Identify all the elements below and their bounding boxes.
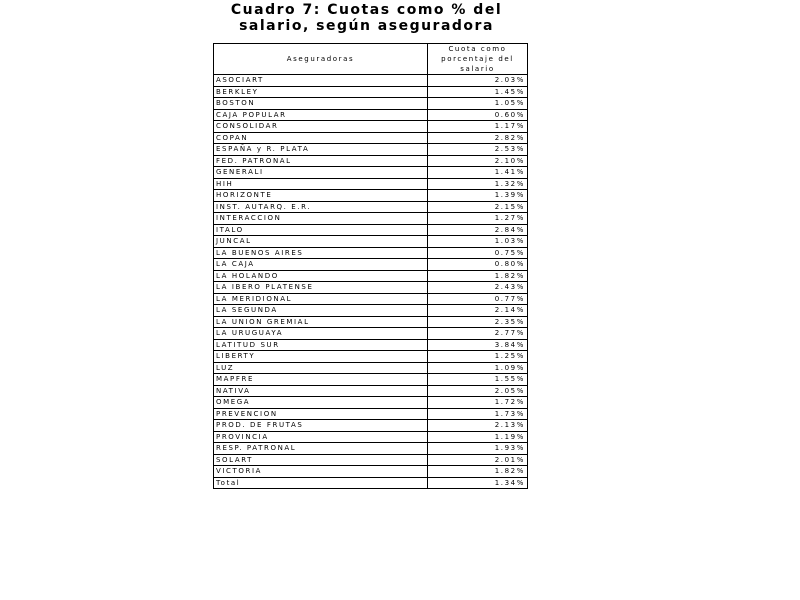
quota-value: 1.32%: [428, 178, 528, 190]
title-line-2: salario, según aseguradora: [239, 18, 494, 34]
insurer-name: CAJA POPULAR: [214, 109, 428, 121]
table-row: [214, 270, 528, 282]
table-row: [214, 328, 528, 340]
insurer-name: HORIZONTE: [214, 190, 428, 202]
insurer-name: LA UNION GREMIAL: [214, 316, 428, 328]
quota-value: 2.53%: [428, 144, 528, 156]
table-row: [214, 259, 528, 271]
insurer-name: MAPFRE: [214, 374, 428, 386]
table-body: [214, 75, 528, 489]
insurer-name: COPAN: [214, 132, 428, 144]
insurer-name: GENERALI: [214, 167, 428, 179]
insurer-name: BOSTON: [214, 98, 428, 110]
quota-value: 1.41%: [428, 167, 528, 179]
insurer-name: OMEGA: [214, 397, 428, 409]
quota-value: 1.93%: [428, 443, 528, 455]
quota-value: 1.17%: [428, 121, 528, 133]
quotas-table: [213, 43, 528, 489]
quota-value: 1.73%: [428, 408, 528, 420]
table-row: [214, 282, 528, 294]
quota-value: 0.60%: [428, 109, 528, 121]
insurer-name: INST. AUTARQ. E.R.: [214, 201, 428, 213]
table-row: [214, 190, 528, 202]
table-row: [214, 178, 528, 190]
insurer-name: SOLART: [214, 454, 428, 466]
header-insurer: Aseguradoras: [214, 44, 428, 75]
insurer-name: LA CAJA: [214, 259, 428, 271]
table-row: [214, 75, 528, 87]
table-row: [214, 431, 528, 443]
insurer-name: PROD. DE FRUTAS: [214, 420, 428, 432]
quota-value: 1.34%: [428, 477, 528, 489]
table-row: [214, 397, 528, 409]
quota-value: 1.82%: [428, 466, 528, 478]
quota-value: 0.77%: [428, 293, 528, 305]
table-row: [214, 351, 528, 363]
quota-value: 0.80%: [428, 259, 528, 271]
insurer-name: ESPAÑA y R. PLATA: [214, 144, 428, 156]
insurer-name: Total: [214, 477, 428, 489]
insurer-name: LA HOLANDO: [214, 270, 428, 282]
header-quota: Cuota como porcentaje del salario: [428, 44, 528, 75]
table-row: [214, 213, 528, 225]
insurer-name: LIBERTY: [214, 351, 428, 363]
table-row: [214, 477, 528, 489]
quota-value: 2.77%: [428, 328, 528, 340]
table-row: [214, 420, 528, 432]
table-row: [214, 293, 528, 305]
insurer-name: LA IBERO PLATENSE: [214, 282, 428, 294]
quota-value: 1.82%: [428, 270, 528, 282]
quota-value: 1.19%: [428, 431, 528, 443]
table-row: [214, 109, 528, 121]
insurer-name: CONSOLIDAR: [214, 121, 428, 133]
insurer-name: RESP. PATRONAL: [214, 443, 428, 455]
quota-value: 2.15%: [428, 201, 528, 213]
quota-value: 2.84%: [428, 224, 528, 236]
quota-value: 2.10%: [428, 155, 528, 167]
table-row: [214, 362, 528, 374]
insurer-name: LA SEGUNDA: [214, 305, 428, 317]
table-row: [214, 339, 528, 351]
insurer-name: LA MERIDIONAL: [214, 293, 428, 305]
quota-value: 1.09%: [428, 362, 528, 374]
table-row: [214, 144, 528, 156]
insurer-name: BERKLEY: [214, 86, 428, 98]
quota-value: 2.14%: [428, 305, 528, 317]
insurer-name: VICTORIA: [214, 466, 428, 478]
table-row: [214, 167, 528, 179]
quota-value: 1.72%: [428, 397, 528, 409]
insurer-name: LUZ: [214, 362, 428, 374]
quota-value: 1.03%: [428, 236, 528, 248]
quota-value: 1.39%: [428, 190, 528, 202]
quota-value: 1.05%: [428, 98, 528, 110]
quota-value: 2.01%: [428, 454, 528, 466]
table-row: [214, 224, 528, 236]
insurer-name: INTERACCION: [214, 213, 428, 225]
insurer-name: PROVINCIA: [214, 431, 428, 443]
insurer-name: PREVENCION: [214, 408, 428, 420]
table-row: [214, 132, 528, 144]
insurer-name: ITALO: [214, 224, 428, 236]
table-row: [214, 316, 528, 328]
quota-value: 1.55%: [428, 374, 528, 386]
table-row: [214, 155, 528, 167]
table-row: [214, 454, 528, 466]
table-row: [214, 408, 528, 420]
quota-value: 2.43%: [428, 282, 528, 294]
quota-value: 1.25%: [428, 351, 528, 363]
table-row: [214, 247, 528, 259]
table-row: [214, 86, 528, 98]
quota-value: 2.03%: [428, 75, 528, 87]
table-row: [214, 443, 528, 455]
table-row: [214, 121, 528, 133]
table-row: [214, 466, 528, 478]
quota-value: 2.13%: [428, 420, 528, 432]
table-row: [214, 374, 528, 386]
quota-value: 3.84%: [428, 339, 528, 351]
quota-value: 2.82%: [428, 132, 528, 144]
table-row: [214, 201, 528, 213]
table-row: [214, 385, 528, 397]
table-row: [214, 305, 528, 317]
table-row: [214, 236, 528, 248]
quota-value: 2.35%: [428, 316, 528, 328]
quota-value: 0.75%: [428, 247, 528, 259]
table-row: [214, 98, 528, 110]
insurer-name: LA URUGUAYA: [214, 328, 428, 340]
insurer-name: LA BUENOS AIRES: [214, 247, 428, 259]
quota-value: 1.45%: [428, 86, 528, 98]
insurer-name: FED. PATRONAL: [214, 155, 428, 167]
insurer-name: LATITUD SUR: [214, 339, 428, 351]
title-line-1: Cuadro 7: Cuotas como % del: [230, 2, 503, 18]
quota-value: 1.27%: [428, 213, 528, 225]
header-row: [214, 44, 528, 75]
table-title: [200, 2, 533, 34]
insurer-name: ASOCIART: [214, 75, 428, 87]
insurer-name: NATIVA: [214, 385, 428, 397]
quota-value: 2.05%: [428, 385, 528, 397]
insurer-name: HIH: [214, 178, 428, 190]
insurer-name: JUNCAL: [214, 236, 428, 248]
